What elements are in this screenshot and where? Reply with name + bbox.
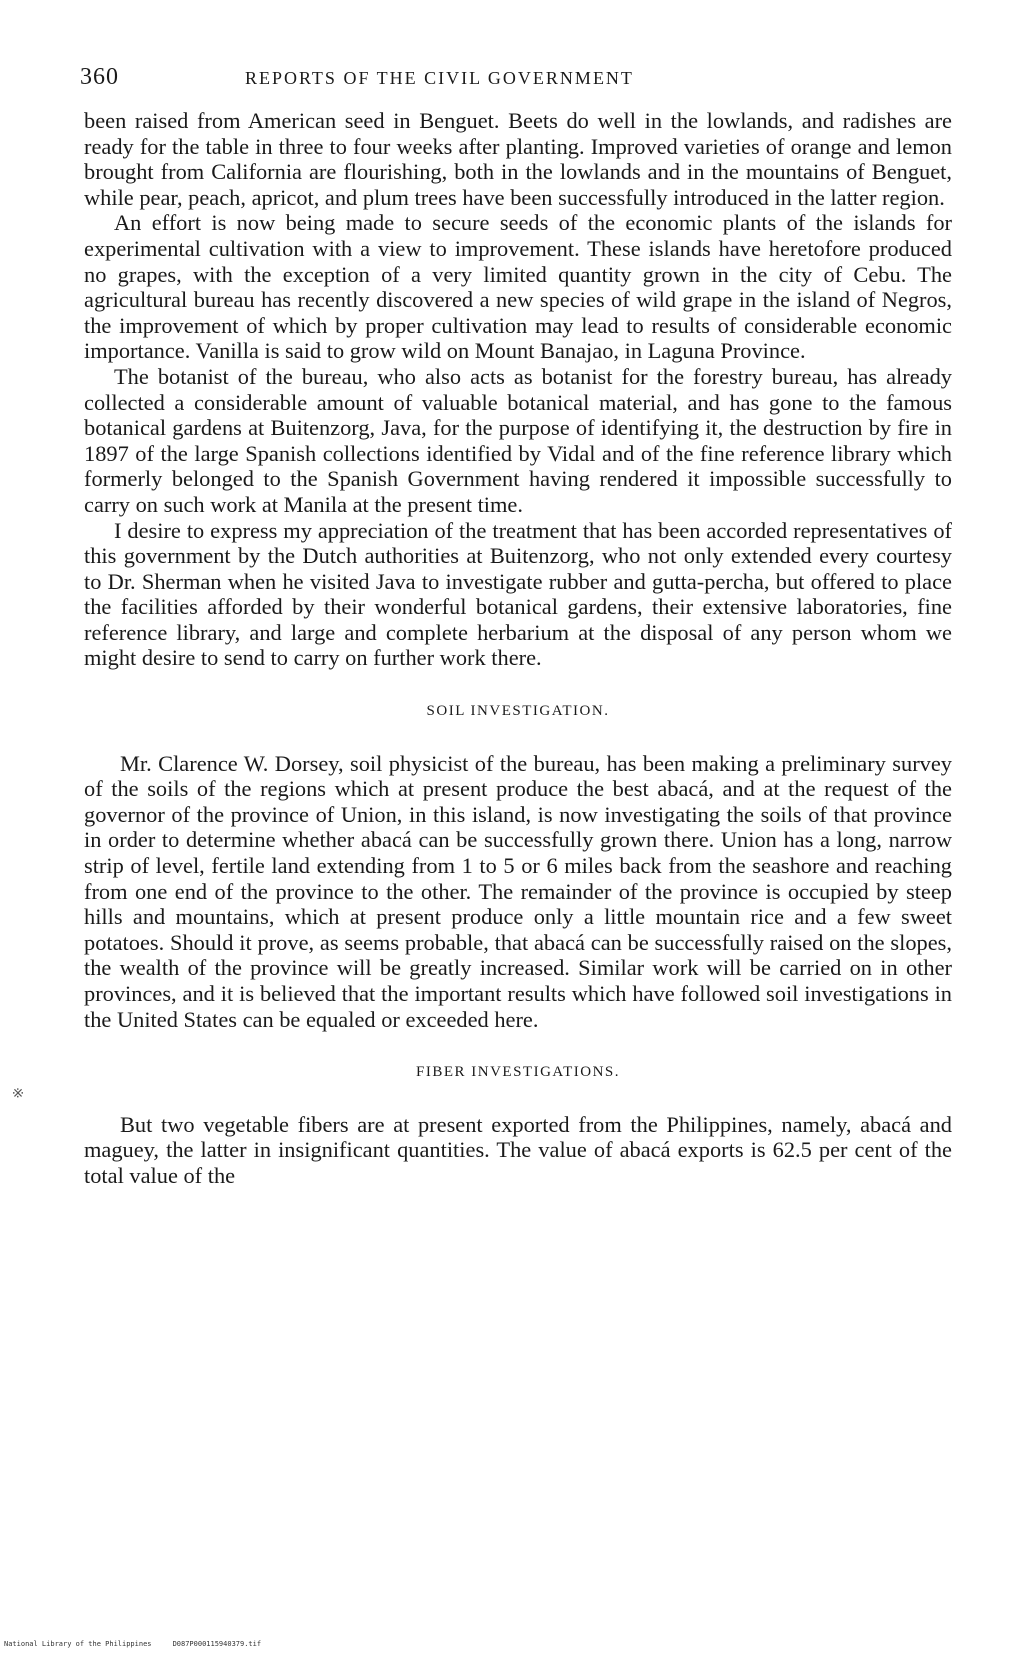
body-text (84, 108, 952, 1189)
paragraph: Mr. Clarence W. Dorsey, soil physicist of the bureau, has been making a preliminary survey of the soils of the regions which at present produce the best abacá, and at the request of the governor of the province of Union, in this island, is now investigating the soils of that province in order to determine whether abacá can be successfully grown there. Union has a long, narrow strip of level, fertile land extending from 1 to 5 or 6 miles back from the seashore and reaching from one end of the province to the other. The remainder of the province is occupied by steep hills and mountains, which at present produce only a little mountain rice and a few sweet potatoes. Should it prove, as seems probable, that abacá can be successfully raised on the slopes, the wealth of the province will be greatly increased. Similar work will be carried on in other provinces, and it is believed that the important results which have followed soil investigations in the United States can be equaled or exceeded here. (84, 750, 952, 1032)
paragraph: been raised from American seed in Benguet. Beets do well in the lowlands, and radishes are ready for the table in three to four weeks after planting. Improved varieties of orange and lemon brought from California are flourishing, both in the lowlands and in the mountains of Benguet, while pear, peach, apricot, and plum trees have been successfully introduced in the latter region. (84, 108, 952, 210)
scan-footer: National Library of the Philippines D087P000115940379.tif (4, 1640, 262, 1648)
paragraph: An effort is now being made to secure seeds of the economic plants of the islands for experimental cultivation with a view to improvement. These islands have heretofore produced no grapes, with the exception of a very limited quantity grown in the city of Cebu. The agricultural bureau has recently discovered a new species of wild grape in the island of Negros, the improvement of which by proper cultivation may lead to results of considerable economic importance. Vanilla is said to grow wild on Mount Banajao, in Laguna Province. (84, 210, 952, 364)
paragraph: The botanist of the bureau, who also acts as botanist for the forestry bureau, has already collected a considerable amount of valuable botanical material, and has gone to the famous botanical gardens at Buitenzorg, Java, for the purpose of identifying it, the destruction by fire in 1897 of the large Spanish collections identified by Vidal and of the fine reference library which formerly belonged to the Spanish Government having rendered it impossible successfully to carry on such work at Manila at the present time. (84, 363, 952, 517)
section-heading-soil: SOIL INVESTIGATION. (426, 703, 610, 720)
section-heading-fiber: FIBER INVESTIGATIONS. (416, 1064, 620, 1081)
paragraph: I desire to express my appreciation of the treatment that has been accorded representatives of this government by the Dutch authorities at Buitenzorg, who not only extended every courtesy to Dr. Sherman when he visited Java to investigate rubber and gutta-percha, but offered to place the facilities afforded by their wonderful botanical gardens, their extensive laboratories, fine reference library, and large and complete herbarium at the disposal of any person whom we might desire to send to carry on further work there. (84, 517, 952, 671)
paragraph: But two vegetable fibers are at present exported from the Philippines, namely, abacá and maguey, the latter in insignificant quantities. The value of abacá exports is 62.5 per cent of the total value of the (84, 1111, 952, 1188)
ink-blot-mark: ※ (9, 1087, 25, 1099)
page-number: 360 (80, 64, 119, 90)
running-title: REPORTS OF THE CIVIL GOVERNMENT (245, 68, 634, 88)
